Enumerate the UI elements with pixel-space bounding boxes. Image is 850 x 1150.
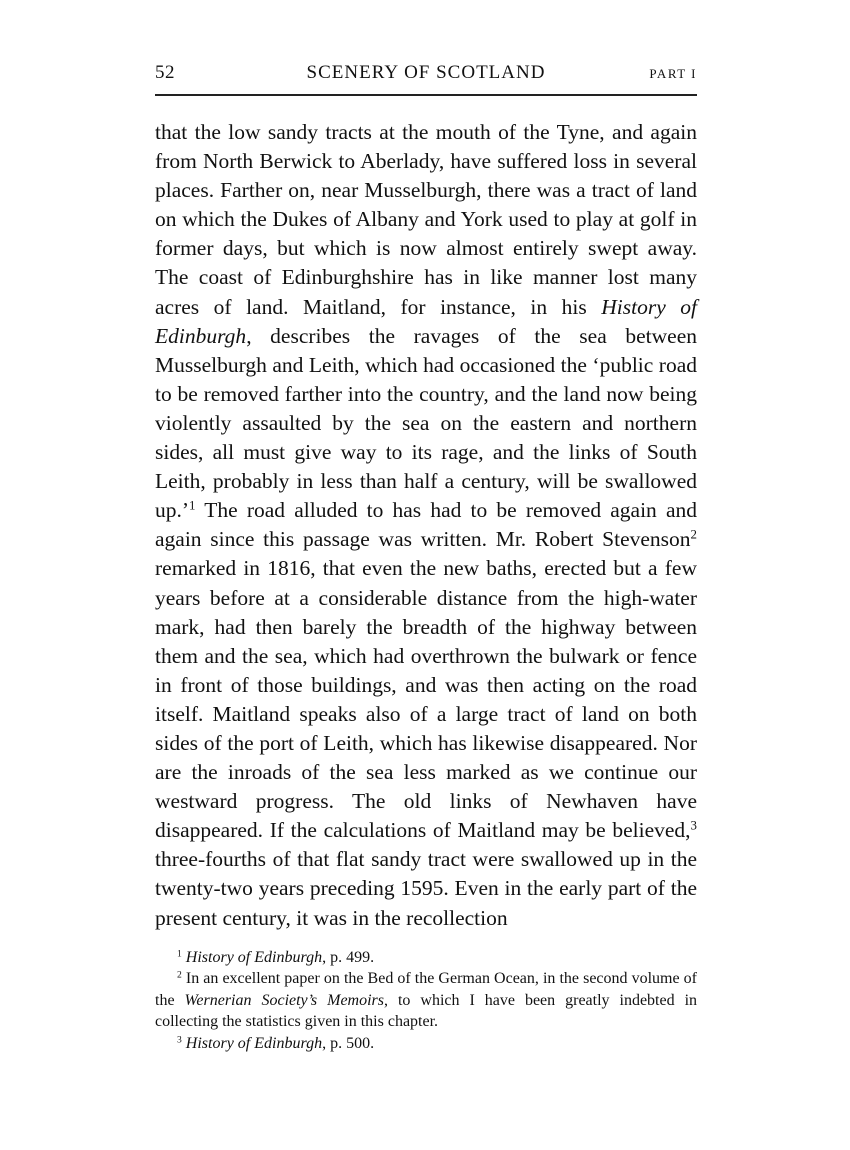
running-title: SCENERY OF SCOTLAND — [306, 62, 546, 83]
body-text-5: three-fourths of that flat sandy tract were swallowed up in the twenty-two years preceding 1595. Even in the early part of the present century, it was in the recollection — [155, 847, 697, 930]
body-text-1: that the low sandy tracts at the mouth of the Tyne, and again from North Berwick to Aberlady, have suffered loss in several places. Farther on, near Musselburgh, there was a tract of land on which the Dukes of Albany and York used to play at golf in former days, but which is now almost entirely swept away. The coast of Edinburghshire has in like manner lost many acres of land. Maitland, for instance, in his — [155, 120, 697, 319]
footnote-1 — [155, 947, 697, 969]
book-page — [155, 58, 697, 1054]
footnote-mark: 3 — [177, 1033, 182, 1045]
footnote-mark: 1 — [177, 947, 182, 959]
footnote-2 — [155, 968, 697, 1033]
footnote-pre: In an excellent paper on the Bed of the German Ocean, in the second volume of the — [155, 970, 697, 1009]
footnote-italic: Wernerian Society’s Memoirs — [184, 991, 385, 1009]
footnote-text: , p. 499. — [322, 948, 375, 966]
footnotes — [155, 947, 697, 1055]
footnote-ref-3: 3 — [690, 818, 697, 833]
body-paragraph — [155, 118, 697, 933]
body-text-3: The road alluded to has had to be removed again and again since this passage was written. Mr. Robert Stevenson — [155, 498, 697, 552]
header-rule — [155, 94, 697, 96]
body-italic-title: History of Edinburgh — [155, 294, 698, 348]
footnote-mark: 2 — [177, 969, 182, 981]
running-header — [155, 58, 697, 90]
page-number: 52 — [155, 62, 175, 83]
footnote-ref-1: 1 — [189, 498, 196, 513]
footnote-ref-2: 2 — [690, 527, 697, 542]
body-text-2: , describes the ravages of the sea between Musselburgh and Leith, which had occasioned the ‘public road to be removed farther into the country, and the land now being violently assaulted by the sea on the eastern and northern sides, all must give way to its rage, and the links of South Leith, probably in less than half a century, will be swallowed up.’ — [155, 323, 697, 523]
footnote-text: , to which I have been greatly indebted in collecting the statistics given in this chapter. — [155, 991, 698, 1031]
footnote-3 — [155, 1033, 697, 1055]
part-label: PART I — [649, 66, 697, 81]
body-text-4: remarked in 1816, that even the new baths, erected but a few years before at a considerable distance from the high-water mark, had then barely the breadth of the highway between them and the sea, which had overthrown the bulwark or fence in front of those buildings, and was then acting on the road itself. Maitland speaks also of a large tract of land on both sides of the port of Leith, which has likewise disappeared. Nor are the inroads of the sea less marked as we continue our westward progress. The old links of Newhaven have disappeared. If the calculations of Maitland may be believed, — [155, 556, 697, 843]
footnote-italic: History of Edinburgh — [185, 1034, 323, 1052]
footnote-text: , p. 500. — [322, 1034, 375, 1052]
footnote-italic: History of Edinburgh — [185, 948, 323, 966]
